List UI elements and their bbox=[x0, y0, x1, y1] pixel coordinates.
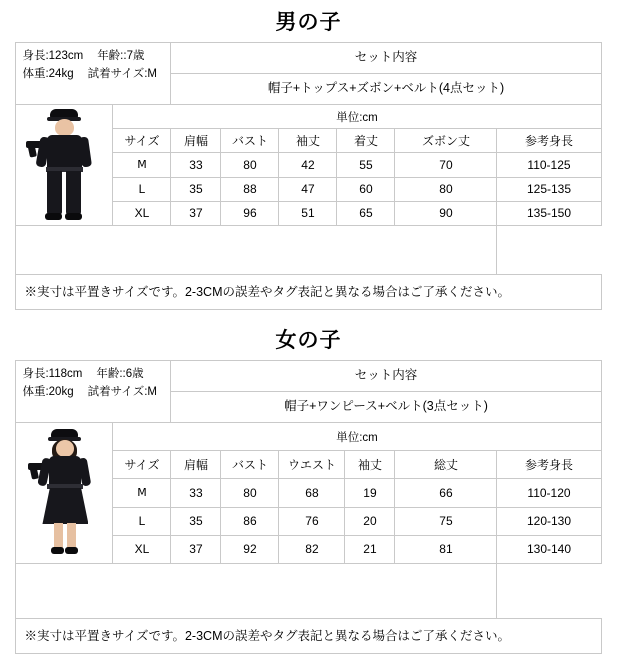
cell-value: 37 bbox=[171, 535, 221, 563]
table-row bbox=[16, 619, 601, 654]
note-boy: ※実寸は平置きサイズです。2-3CMの誤差やタグ表記と異なる場合はご了承ください。 bbox=[16, 275, 601, 310]
right-shoe bbox=[65, 547, 78, 554]
left-shoe bbox=[51, 547, 64, 554]
table-row bbox=[16, 43, 601, 74]
cell-value: 37 bbox=[171, 201, 221, 225]
model-height-boy: 身長:123cm bbox=[22, 50, 84, 62]
cell-value: 42 bbox=[279, 153, 337, 177]
set-content-detail-girl: 帽子+ワンピース+ベルト(3点セット) bbox=[171, 392, 601, 423]
col-header: 参考身長 bbox=[497, 451, 601, 479]
col-header: 着丈 bbox=[337, 129, 395, 153]
cell-value: 82 bbox=[279, 535, 345, 563]
dress-top bbox=[49, 456, 81, 486]
right-leg bbox=[66, 171, 81, 215]
cell-value: 80 bbox=[395, 177, 497, 201]
cell-value: 125-135 bbox=[497, 177, 601, 201]
table-row bbox=[16, 361, 601, 392]
left-shoe bbox=[45, 213, 62, 220]
cell-value: 35 bbox=[171, 177, 221, 201]
cell-value: 110-125 bbox=[497, 153, 601, 177]
cell-value: 19 bbox=[345, 479, 395, 507]
col-header: 参考身長 bbox=[497, 129, 601, 153]
size-label: XL bbox=[113, 535, 171, 563]
head bbox=[55, 119, 74, 136]
girl-police-costume-illustration bbox=[16, 423, 112, 563]
cell-value: 20 bbox=[345, 507, 395, 535]
figure-boy bbox=[16, 105, 113, 226]
cell-value: 51 bbox=[279, 201, 337, 225]
cell-value: 47 bbox=[279, 177, 337, 201]
model-age-girl: 年齢::6歳 bbox=[96, 368, 144, 380]
size-label: L bbox=[113, 507, 171, 535]
cell-value: 110-120 bbox=[497, 479, 601, 507]
col-header: バスト bbox=[221, 129, 279, 153]
cell-value: 21 bbox=[345, 535, 395, 563]
cell-value: 68 bbox=[279, 479, 345, 507]
size-table-boy bbox=[15, 42, 601, 310]
section-spacer bbox=[0, 310, 617, 318]
cell-value: 33 bbox=[171, 153, 221, 177]
col-header: バスト bbox=[221, 451, 279, 479]
set-content-detail-boy: 帽子+トップス+ズボン+ベルト(4点セット) bbox=[171, 74, 601, 105]
model-weight-girl: 体重:20kg bbox=[22, 386, 74, 399]
model-weight-boy: 体重:24kg bbox=[22, 68, 74, 81]
cell-value: 80 bbox=[221, 153, 279, 177]
cell-value: 86 bbox=[221, 507, 279, 535]
jacket bbox=[47, 135, 82, 171]
col-header: 総丈 bbox=[395, 451, 497, 479]
table-row bbox=[16, 275, 601, 310]
cell-value: 81 bbox=[395, 535, 497, 563]
model-info-girl bbox=[16, 361, 171, 423]
cell-value: 120-130 bbox=[497, 507, 601, 535]
cell-value: 90 bbox=[395, 201, 497, 225]
section-girl bbox=[0, 318, 617, 654]
note-girl: ※実寸は平置きサイズです。2-3CMの誤差やタグ表記と異なる場合はご了承ください。 bbox=[16, 619, 601, 654]
size-label: L bbox=[113, 177, 171, 201]
cell-value: 80 bbox=[221, 479, 279, 507]
col-header: ウエスト bbox=[279, 451, 345, 479]
set-content-heading-boy: セット内容 bbox=[171, 43, 601, 74]
cell-value: 75 bbox=[395, 507, 497, 535]
cell-value: 76 bbox=[279, 507, 345, 535]
col-header: サイズ bbox=[113, 451, 171, 479]
size-label: M bbox=[113, 153, 171, 177]
model-fit-size-girl: 試着サイズ:M bbox=[87, 386, 157, 399]
cell-value: 96 bbox=[221, 201, 279, 225]
left-leg bbox=[54, 523, 63, 549]
empty-cell bbox=[16, 564, 497, 619]
cell-value: 70 bbox=[395, 153, 497, 177]
model-fit-size-boy: 試着サイズ:M bbox=[87, 68, 157, 81]
right-leg bbox=[67, 523, 76, 549]
cell-value: 35 bbox=[171, 507, 221, 535]
size-label: XL bbox=[113, 201, 171, 225]
cell-value: 65 bbox=[337, 201, 395, 225]
col-header: 肩幅 bbox=[171, 451, 221, 479]
size-table-girl bbox=[15, 360, 601, 654]
col-header: ズボン丈 bbox=[395, 129, 497, 153]
unit-label-boy: 単位:cm bbox=[113, 105, 601, 129]
cell-value: 33 bbox=[171, 479, 221, 507]
unit-label-girl: 単位:cm bbox=[113, 423, 601, 451]
cell-value: 55 bbox=[337, 153, 395, 177]
cell-value: 66 bbox=[395, 479, 497, 507]
size-label: M bbox=[113, 479, 171, 507]
set-content-heading-girl: セット内容 bbox=[171, 361, 601, 392]
table-row bbox=[16, 564, 601, 619]
model-height-girl: 身長:118cm bbox=[22, 368, 83, 380]
left-leg bbox=[47, 171, 62, 215]
cell-value: 130-140 bbox=[497, 535, 601, 563]
figure-girl bbox=[16, 423, 113, 564]
cell-value: 135-150 bbox=[497, 201, 601, 225]
section-title-boy: 男の子 bbox=[275, 11, 342, 34]
section-title-girl: 女の子 bbox=[275, 329, 342, 352]
model-age-boy: 年齢::7歳 bbox=[97, 50, 145, 62]
empty-cell bbox=[16, 226, 497, 275]
dress-skirt bbox=[42, 488, 88, 524]
boy-police-costume-illustration bbox=[16, 105, 112, 225]
cell-value: 60 bbox=[337, 177, 395, 201]
table-row bbox=[16, 226, 601, 275]
model-info-boy bbox=[16, 43, 171, 105]
col-header: 肩幅 bbox=[171, 129, 221, 153]
section-boy bbox=[0, 0, 617, 310]
col-header: 袖丈 bbox=[345, 451, 395, 479]
cell-value: 88 bbox=[221, 177, 279, 201]
table-row bbox=[16, 105, 601, 129]
col-header: サイズ bbox=[113, 129, 171, 153]
table-row bbox=[16, 423, 601, 451]
col-header: 袖丈 bbox=[279, 129, 337, 153]
cell-value: 92 bbox=[221, 535, 279, 563]
right-shoe bbox=[65, 213, 82, 220]
